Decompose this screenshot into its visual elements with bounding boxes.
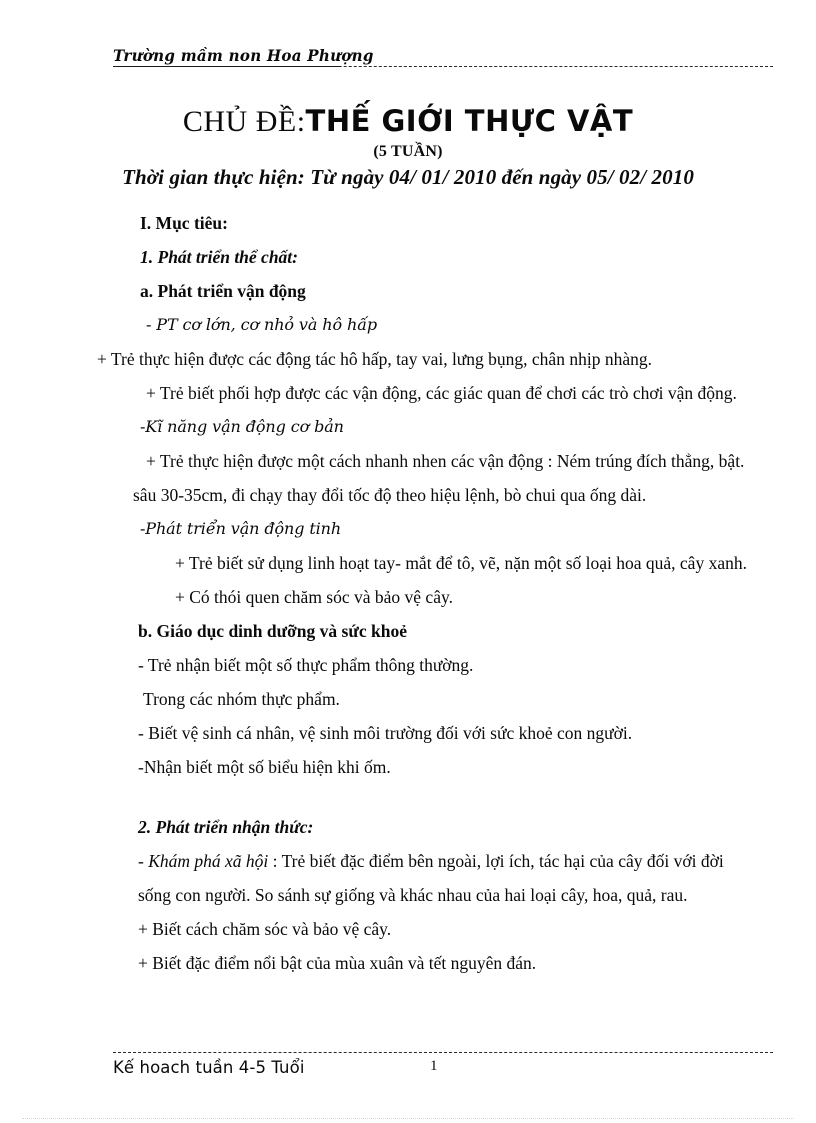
item-kham-pha-run: Khám phá xã hội xyxy=(148,851,269,871)
item-kham-pha-run: - xyxy=(138,851,149,871)
item-biet-ve-sinh: - Biết vệ sinh cá nhân, vệ sinh môi trường đối với sức khoẻ con người. xyxy=(138,723,633,743)
page-number: 1 xyxy=(430,1058,438,1074)
section-2: 2. Phát triển nhận thức: xyxy=(138,817,314,837)
document-title xyxy=(0,104,816,139)
school-name: Trường mầm non Hoa Phượng xyxy=(113,46,374,65)
item-song-con-nguoi: sống con người. So sánh sự giống và khác nhau của hai loại cây, hoa, quả, rau. xyxy=(138,885,688,905)
item-biet-cach-cham: + Biết cách chăm sóc và bảo vệ cây. xyxy=(138,919,392,939)
item-tre-biet-su-dung: + Trẻ biết sử dụng linh hoạt tay- mắt để tô, vẽ, nặn một số loại hoa quả, cây xanh. xyxy=(175,553,747,573)
item-tre-biet-phoi: + Trẻ biết phối hợp được các vận động, các giác quan để chơi các trò chơi vận động. xyxy=(146,383,737,403)
footer-label: Kế hoach tuần 4-5 Tuổi xyxy=(113,1058,305,1077)
footer-dashed-rule xyxy=(113,1052,773,1053)
item-co-thoi-quen: + Có thói quen chăm sóc và bảo vệ cây. xyxy=(175,587,453,607)
title-weeks: (5 TUẦN) xyxy=(373,143,443,160)
scan-artifact-line xyxy=(22,1118,794,1119)
item-nhan-biet-om: -Nhận biết một số biểu hiện khi ốm. xyxy=(138,757,391,777)
section-1: 1. Phát triển thể chất: xyxy=(140,247,298,267)
item-sau-30-35: sâu 30-35cm, đi chạy thay đổi tốc độ theo hiệu lệnh, bò chui qua ống dài. xyxy=(133,485,647,505)
title-main: THẾ GIỚI THỰC VẬT xyxy=(305,104,634,138)
item-tre-thuc-hien-1: + Trẻ thực hiện được các động tác hô hấp, tay vai, lưng bụng, chân nhịp nhàng. xyxy=(97,349,652,369)
body-section-one xyxy=(0,206,816,784)
title-date-range: Thời gian thực hiện: Từ ngày 04/ 01/ 2010 đến ngày 05/ 02/ 2010 xyxy=(122,165,694,189)
header-underline xyxy=(113,66,341,67)
section-spacer xyxy=(0,784,816,810)
title-prefix: CHỦ ĐỀ: xyxy=(182,105,306,138)
section-b: b. Giáo dục dinh dưỡng và sức khoẻ xyxy=(138,621,407,641)
body-section-two xyxy=(0,810,816,980)
item-tre-nhan-biet: - Trẻ nhận biết một số thực phẩm thông thường. xyxy=(138,655,474,675)
item-phat-trien-tinh: -Phát triển vận động tinh xyxy=(140,519,342,538)
item-ki-nang: -Kĩ năng vận động cơ bản xyxy=(140,417,344,436)
section-i: I. Mục tiêu: xyxy=(140,213,228,233)
item-trong-cac-nhom: Trong các nhóm thực phẩm. xyxy=(143,689,340,709)
item-kham-pha-run: : Trẻ biết đặc điểm bên ngoài, lợi ích, tác hại của cây đối với đời xyxy=(268,851,724,871)
page-header xyxy=(113,46,773,74)
item-kham-pha xyxy=(0,844,816,878)
item-tre-thuc-hien-2: + Trẻ thực hiện được một cách nhanh nhen các vận động : Ném trúng đích thẳng, bật. xyxy=(146,451,745,471)
document-body xyxy=(0,206,816,980)
item-pt-co-lon: - PT cơ lớn, cơ nhỏ và hô hấp xyxy=(146,315,378,334)
item-biet-dac-diem: + Biết đặc điểm nổi bật của mùa xuân và tết nguyên đán. xyxy=(138,953,537,973)
section-a: a. Phát triển vận động xyxy=(140,281,306,301)
